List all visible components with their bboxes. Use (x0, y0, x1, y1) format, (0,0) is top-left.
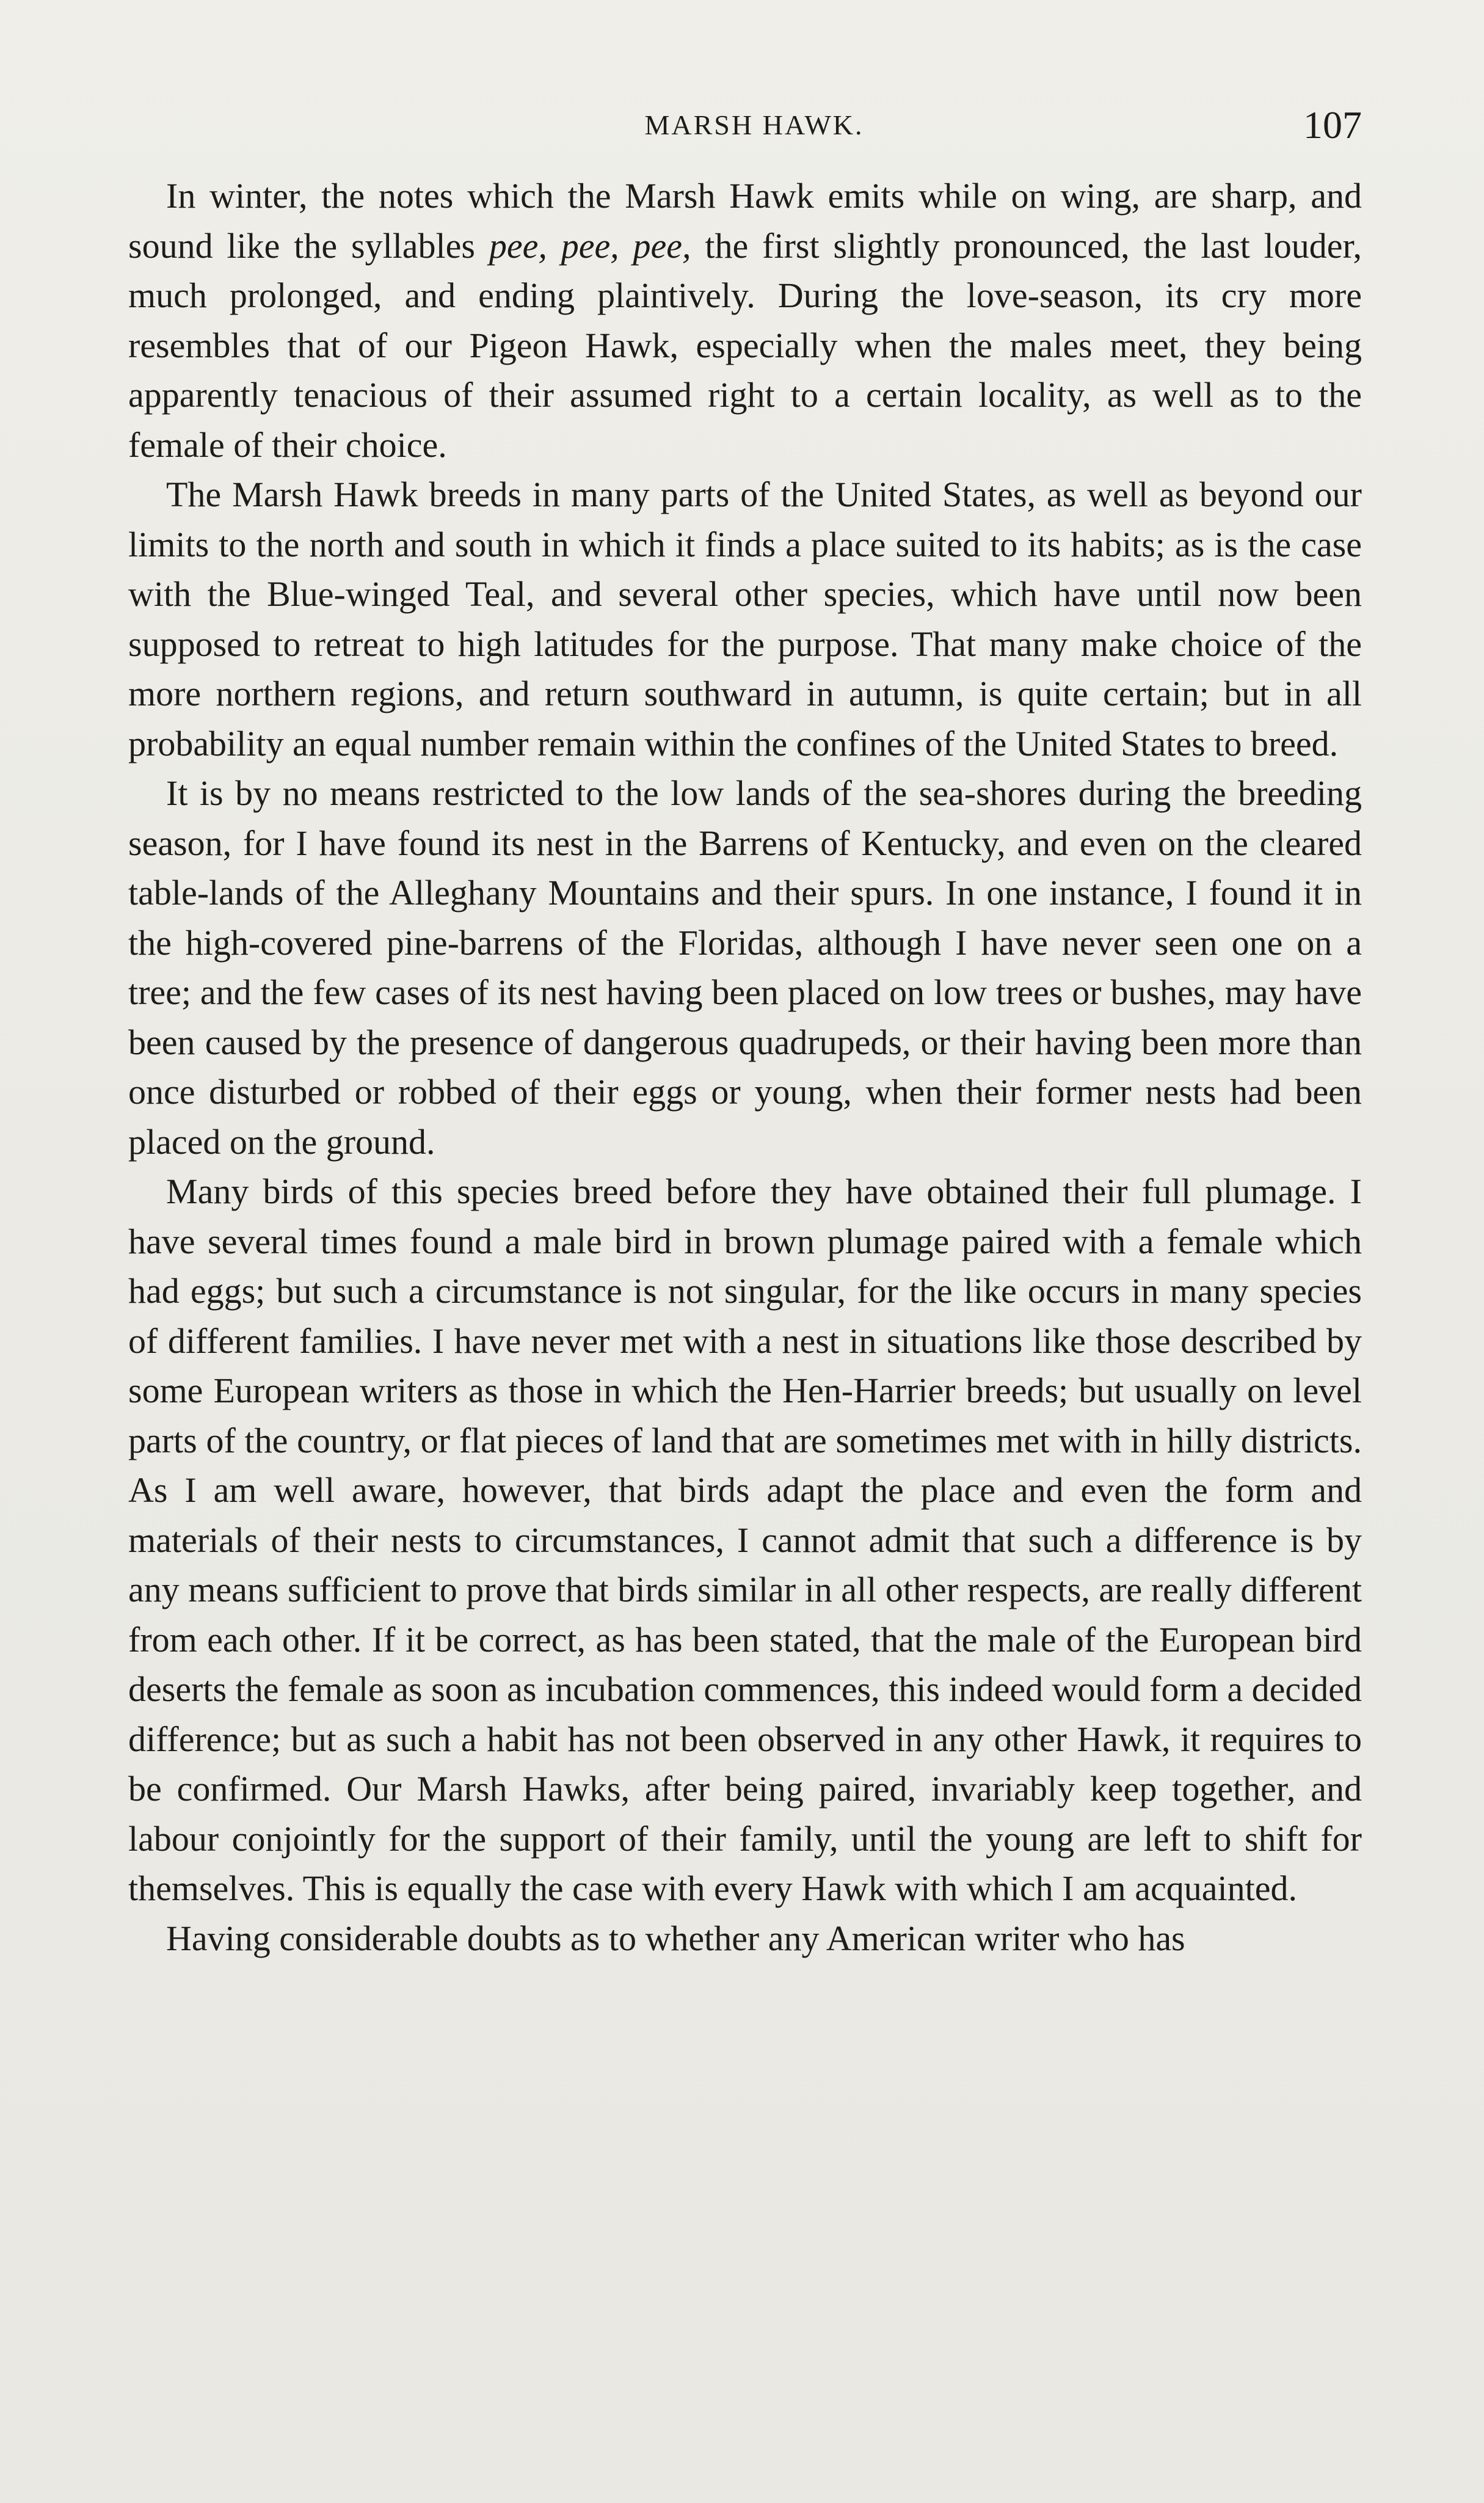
paragraph-1-text-before: In winter, the notes which the Marsh Hawk emits while on wing, are sharp, and sound like the syllables (128, 176, 1362, 266)
paragraph-1 (128, 171, 1362, 470)
paragraph-4: Many birds of this species breed before they have obtained their full plumage. I have several times found a male bird in brown plumage paired with a female which had eggs; but such a circumstance is not singular, for the like occurs in many species of different families. I have never met with a nest in situations like those described by some European writers as those in which the Hen-Harrier breeds; but usually on level parts of the country, or flat pieces of land that are sometimes met with in hilly districts. As I am well aware, however, that birds adapt the place and even the form and materials of their nests to circumstances, I cannot admit that such a difference is by any means sufficient to prove that birds similar in all other respects, are really different from each other. If it be correct, as has been stated, that the male of the European bird deserts the female as soon as incubation commences, this indeed would form a decided difference; but as such a habit has not been observed in any other Hawk, it requires to be confirmed. Our Marsh Hawks, after being paired, invariably keep together, and labour conjointly for the support of their family, until the young are left to shift for themselves. This is equally the case with every Hawk with which I am acquainted. (128, 1171, 1362, 1908)
page-number: 107 (1303, 103, 1362, 147)
paragraph-1-text-after: the first slightly pronounced, the last louder, much prolonged, and ending plaintively. During the love-season, its cry more resembles that of our Pigeon Hawk, especially when the males meet, they being apparently tenacious of their assumed right to a certain locality, as well as to the female of their choice. (128, 225, 1362, 465)
running-head: MARSH HAWK. (644, 109, 864, 140)
page-header (128, 98, 1362, 153)
paragraph-1-italic-syllables: pee, pee, pee, (489, 225, 691, 266)
paragraph-3: It is by no means restricted to the low lands of the sea-shores during the breeding season, for I have found its nest in the Barrens of Kentucky, and even on the cleared table-lands of the Alleghany Mountains and their spurs. In one instance, I found it in the high-covered pine-barrens of the Floridas, although I have never seen one on a tree; and the few cases of its nest having been placed on low trees or bushes, may have been caused by the presence of dangerous quadrupeds, or their having been more than once disturbed or robbed of their eggs or young, when their former nests had been placed on the ground. (128, 773, 1362, 1162)
body-text (128, 171, 1362, 1963)
paragraph-5: Having considerable doubts as to whether any American writer who has (166, 1918, 1185, 1958)
paragraph-2: The Marsh Hawk breeds in many parts of the United States, as well as beyond our limits to the north and south in which it finds a place suited to its habits; as is the case with the Blue-winged Teal, and several other species, which have until now been supposed to retreat to high latitudes for the purpose. That many make choice of the more northern regions, and return southward in autumn, is quite certain; but in all probability an equal number remain within the confines of the United States to breed. (128, 475, 1362, 763)
